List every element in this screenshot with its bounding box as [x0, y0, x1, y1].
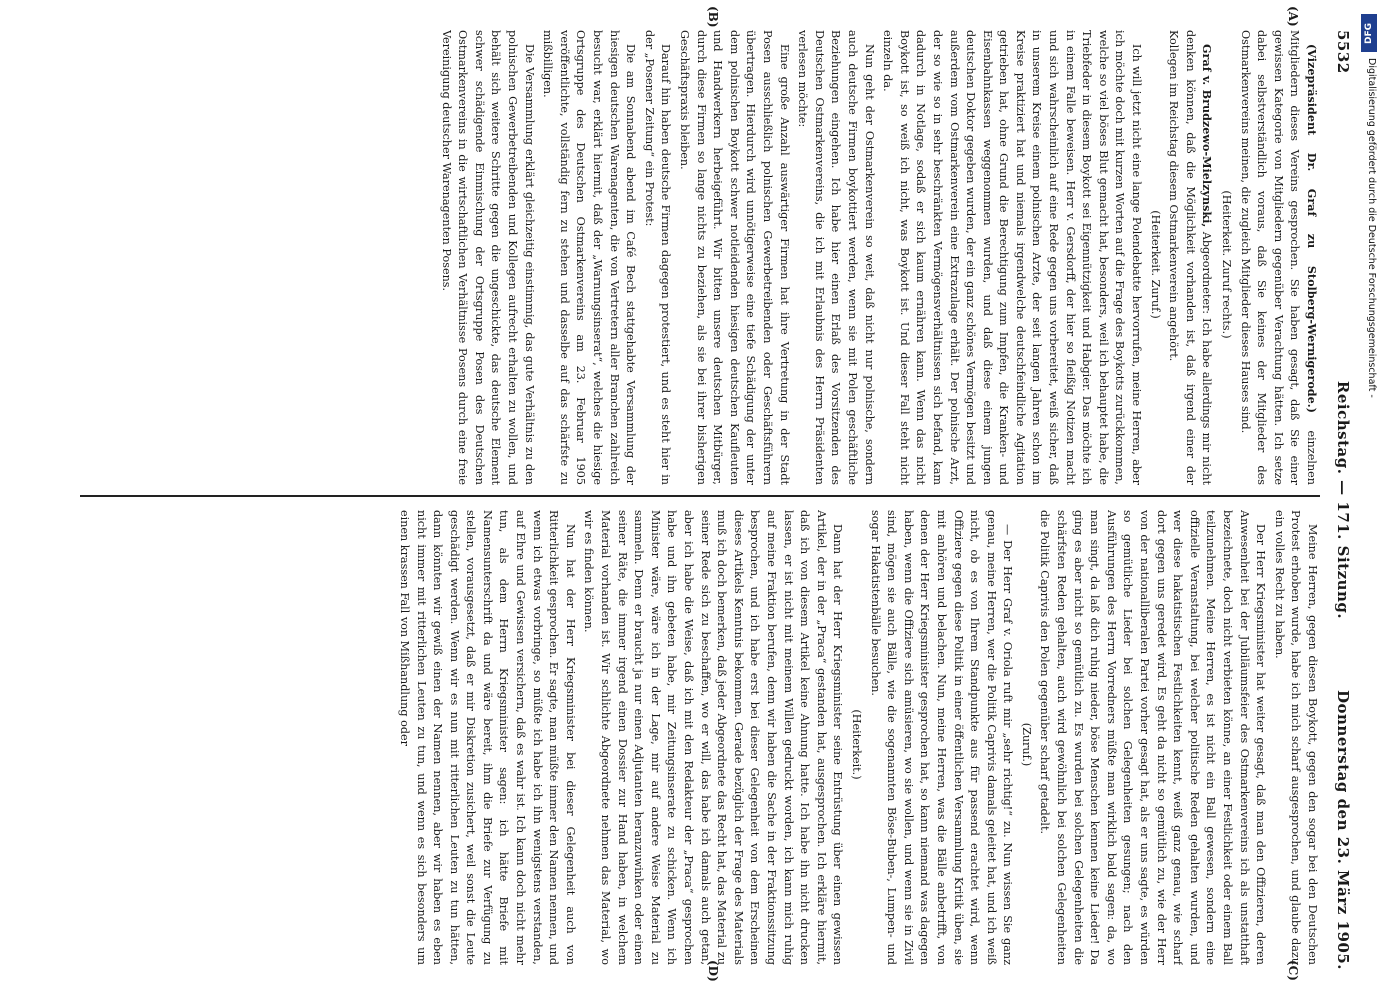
paragraph: [1236, 30, 1320, 485]
paragraph: [1165, 30, 1216, 485]
page-number: 5532: [1334, 30, 1352, 74]
paragraph: [395, 510, 578, 965]
paragraph-text: (Heiterkeit. Zuruf.): [1148, 210, 1162, 319]
paragraph: [1270, 510, 1320, 965]
speaker-name: (Vizepräsident Dr. Graf zu Stolberg-Wernigerode.): [1305, 44, 1319, 431]
paragraph-text: Der Herr Kriegsminister hat weiter gesagt, daß man den Offizieren, deren Anwesenheit bei der Jubiläumsfeier des Ostmarkenvereins ich als unstatthaft bezeichnete, doch nicht verbieten könne, an einer Festlichkeit oder einem Ball teilzunehmen. Meine Herren, es ist nicht ein Ball gewesen, sondern eine offizielle Veranstaltung, bei welcher politische Reden gehalten wurden, und wer diese hakatistischen Festlichkeiten kennt, weiß ganz genau, wie scharf dort gegen uns geredet wird. Es geht da nicht so gemütlich zu, wie der Herr von der nationalliberalen Partei vorher gesagt hat, als er uns sagte, es würden so gemütliche Lieder bei solchen Gelegenheiten gesungen; nach den Ausführungen des Herrn Vorredners müßte man wirklich bald sagen: da, wo man singt, da laß dich ruhig nieder, böse Menschen kennen keine Lieder! Da ging es aber nicht so gemütlich zu. Es wurden bei solchen Gelegenheiten die schärfsten Reden gehalten, auch wird gewöhnlich bei solchen Gelegenheiten die Politik Caprivis den Polen gegenüber scharf getadelt.: [1038, 510, 1268, 965]
paragraph: [1217, 30, 1234, 485]
digitization-credit: Digitalisierung gefördert durch die Deutsche Forschungsgemeinschaft -: [1366, 58, 1377, 398]
margin-mark-d: (D): [706, 960, 720, 982]
margin-mark-c: (C): [1286, 960, 1300, 981]
paragraph-text: Darauf hin haben deutsche Firmen dagegen protestiert, und es steht hier in der „Posener Zeitung“ ein Protest:: [642, 30, 673, 485]
column-divider: [80, 495, 1320, 497]
paragraph: [640, 30, 673, 485]
paragraph: [847, 510, 864, 965]
speaker-name: Graf v. Brudzewo-Mielzynski,: [1200, 44, 1215, 232]
paragraph: [879, 30, 1145, 485]
paragraph: [1146, 30, 1163, 485]
paragraph: [675, 30, 791, 485]
paragraph-text: einzelnen Mitgliedern dieses Vereins gesprochen. Sie haben gesagt, daß Sie einer gewissen Kategorie von Mitgliedern gegenüber Verachtung hätten. Ich setze dabei selbstverständlich voraus, daß Sie keines der Mitglieder des Ostmarkenvereins meinen, die zugleich Mitglieder dieses Hauses sind.: [1238, 30, 1318, 485]
paragraph-text: (Heiterkeit.): [849, 709, 863, 780]
right-column: [70, 510, 1320, 965]
paragraph: [437, 30, 537, 485]
left-column: [70, 30, 1320, 485]
paragraph-text: Dann hat der Herr Kriegsminister seine Entrüstung über einen gewissen Artikel, der in der „Praca“ gestanden hat, ausgesprochen. Ich erkläre hiermit, daß ich von diesem Artikel keine Ahnung hatte. Ich habe ihn nicht drucken lassen, er ist nicht mit meinem Willen gedruckt worden, ich kann mich ruhig auf meine Fraktion berufen, denn wir haben die Sache in der Fraktionssitzung besprochen, und ich habe erst bei dieser Gelegenheit von dem Erscheinen dieses Artikels Kenntnis bekommen. Gerade bezüglich der Frage des Materials muß ich doch bemerken, daß jeder Abgeordnete das Recht hat, das Material zu seiner Rede sich zu beschaffen, wo er will, das habe ich damals auch getan, aber ich habe die Weise, daß ich mit den Redakteur der „Praca“ gesprochen habe und ihn gebeten habe, mir Zeitungsinserate zu schicken. Wenn ich Minister wäre, wäre ich in der Lage, mir auf andere Weise Material zu sammeln. Denn er braucht ja nur einen Adjutanten heranzuwinken oder einen seiner Räte, die immer irgend einen Dossier zur Hand haben, in welchem Material vorhanden ist. Wir schlichte Abgeordnete nehmen das Material, wo wir es finden können.: [582, 510, 845, 965]
paragraph-text: Ich will jetzt nicht eine lange Polendebatte hervorrufen, meine Herren, aber ich möchte doch mit kurzen Worten auf die Frage des Boykotts zurückkommen, welche so viel böses Blut gemacht hat, besonders, weil ich behauptet habe, die Triebfeder in diesem Boykott sei Eigennützigkeit und Habgier. Das möchte ich in einem Falle beweisen. Herr v. Gersdorff, der hier so fleißig Notizen macht und sich wahrscheinlich auf eine Rede gegen uns vorbereitet, weiß sicher, daß in unserem Kreise einem polnischen Arzte, der seit langen Jahren schon im Kreise praktiziert hat und niemals irgendwelche deutschfeindliche Agitation getrieben hat, ohne Grund die Berechtigung zum Impfen, die Kranken- und Eisenbahnkassen weggenommen wurden, und daß diese einem jungen deutschen Doktor gegeben wurden, der ein ganz schönes Vermögen besitzt und außerdem vom Ostmarkenverein eine Extrazulage erhält. Der polnische Arzt, der so wie so in sehr beschränkten Vermögensverhältnissen sich befand, kam dadurch in Notlage, sodaß er sich kaum ernähren kann. Wenn das nicht Boykott ist, so weiß ich nicht, was Boykott ist. Und dieser Fall steht nicht einzeln da.: [881, 30, 1144, 485]
paragraph: [1036, 510, 1268, 965]
paragraph: [539, 30, 639, 485]
rotated-page-content: [60, 6, 1360, 982]
session-title: Reichstag. — 171. Sitzung.: [1334, 380, 1352, 620]
digitization-sidebar: [1360, 10, 1380, 990]
paragraph-text: — Der Herr Graf v. Oriola ruft mir „sehr richtig!“ zu. Nun wissen Sie ganz genau, meine Herren, wer die Politik Caprivis damals geleitet hat, und ich weiß nicht, ob es von Ihrem Standpunkte aus für passend erachtet wird, wenn Offiziere gegen diese Politik in einer öffentlichen Versammlung Kritik üben, sie mit anhören und belachen. Nun, meine Herren, was die Bälle anbetrifft, von denen der Herr Kriegsminister gesprochen hat, so kann niemand was dagegen haben, wenn die Offiziere sich amüsieren, wo sie wollen, und wenn sie in Zivil sind, mögen sie auch Bälle, wie die sogenannten Böse-Buben-, Lumpen- und sogar Hakatistenbälle besuchen.: [868, 510, 1015, 965]
paragraph-text: Die Versammlung erklärt gleichzeitig einstimmig, das gute Verhältnis zu den polnischen Gewerbetreibenden und Kollegen aufrecht erhalten zu wollen, und behält sich weitere Schritte gegen die ungeschickte, das deutsche Element schwer schädigende Einmischung der Ortsgruppe Posen des Deutschen Ostmarkenvereins in die wirtschaftlichen Verhältnisse Posens durch eine freie Vereinigung deutscher Warenagenten Posens.: [439, 30, 536, 485]
margin-mark-b: (B): [706, 6, 720, 28]
paragraph: [580, 510, 846, 965]
paragraph-text: Abgeordneter: Ich habe allerdings mir nicht denken können, daß die Möglichkeit vorhanden ist, daß irgend einer der Kollegen im Reichstag diesem Ostmarkenverein angehört.: [1167, 30, 1214, 485]
paragraph-text: Nun hat der Herr Kriegsminister bei dieser Gelegenheit auch von Ritterlichkeit gesprochen. Er sagte, man müßte immer den Namen nennen, und wenn ich etwas vorbringe, so müßte ich habe ich ihn wenigstens verstanden, auf Ehre und Gewissen versichern, daß es wahr ist. Ich kann doch nicht mehr tun, als dem Herrn Kriegsminister sagen: ich hätte Briefe mit Namensunterschrift da und wäre bereit, ihm die Briefe zur Verfügung zu stellen, vorausgesetzt, daß er mir Diskretion zusichert, weil sonst die Leute geschädigt werden. Wenn wir es nun mit ritterlichen Leuten zu tun hätten, dann könnten wir gewiß einen der Namen nennen, aber wir haben es eben nicht immer mit ritterlichen Leuten zu tun, und wenn es sich besonders um einen krassen Fall von Mißhandlung oder: [397, 510, 577, 965]
margin-mark-a: (A): [1286, 6, 1300, 27]
paragraph-text: (Zuruf.): [1019, 722, 1033, 767]
paragraph: [1017, 510, 1034, 965]
paragraph-text: Eine große Anzahl auswärtiger Firmen hat ihre Vertretung in der Stadt Posen ausschließlich polnischen Gewerbetreibenden oder Geschäftsführern übertragen. Hierdurch wird unnötigerweise eine tiefe Schädigung der unter dem polnischen Boykott schwer notleidenden hiesigen deutschen Kaufleuten und Handwerkern herbeigeführt. Wir bitten unsere deutschen Mitbürger, durch diese Firmen so lange nichts zu beziehen, als sie bei ihrer bisherigen Geschäftspraxis bleiben.: [678, 30, 791, 485]
dfg-logo: DFG: [1361, 14, 1377, 52]
paragraph: [866, 510, 1015, 965]
session-date: Donnerstag den 23. März 1905.: [1334, 690, 1352, 970]
paragraph-text: Nun geht der Ostmarkenverein so weit, daß nicht nur polnische, sondern auch deutsche Firmen boykottiert werden, wenn sie mit Polen geschäftliche Beziehungen eingehen. Ich habe hier einen Erlaß des Vorsitzenden des Deutschen Ostmarkenvereins, die ich mit Erlaubnis des Herrn Präsidenten verlesen möchte:: [796, 30, 876, 485]
page-header: [1326, 20, 1360, 980]
paragraph-text: (Heiterkeit. Zuruf rechts.): [1220, 190, 1234, 339]
paragraph-text: Die am Sonnabend abend im Café Bech stattgehabte Versammlung der hiesigen deutschen Warenagenten, die von Vertretern aller Branchen zahlreich besucht war, erklärt hiermit, daß der „Warnungsinserat“, welches die hiesige Ortsgruppe des Deutschen Ostmarkenvereins am 23. Februar 1905 veröffentlichte, vollständig fern zu stehen und dasselbe auf das schärfste zu mißbilligen.: [541, 30, 638, 485]
paragraph: [794, 30, 877, 485]
paragraph-text: Meine Herren, gegen diesen Boykott, gegen den sogar bei den Deutschen Protest erhoben wurde, habe ich mich scharf ausgesprochen, und glaube dazu ein volles Recht zu haben.: [1272, 510, 1319, 965]
